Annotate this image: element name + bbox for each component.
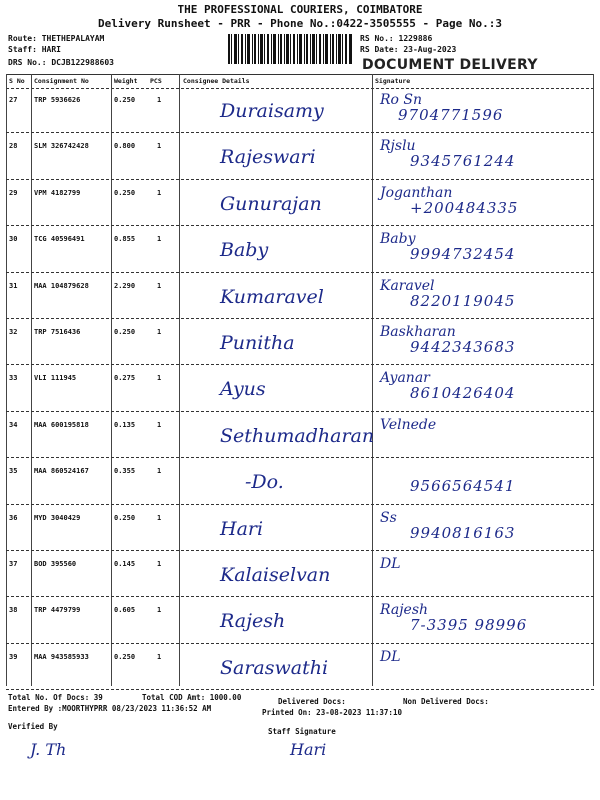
row-sno: 31	[9, 282, 18, 290]
col-header-consignee: Consignee Details	[183, 77, 250, 85]
row-consignment-no: TCG 40596491	[34, 235, 85, 243]
route-value: THETHEPALAYAM	[41, 34, 105, 43]
row-phone: 9442343683	[410, 338, 516, 356]
row-sno: 28	[9, 142, 18, 150]
barcode	[228, 34, 352, 64]
row-signature: Karavel	[380, 278, 435, 294]
row-weight: 0.135	[114, 421, 136, 429]
row-weight: 0.250	[114, 189, 136, 197]
row-phone: 9345761244	[410, 152, 516, 170]
row-consignee-name: Kalaiselvan	[220, 564, 331, 586]
row-weight: 0.800	[114, 142, 136, 150]
staff-value: HARI	[41, 45, 61, 54]
row-weight: 0.250	[114, 653, 136, 661]
row-consignment-no: MAA 600195818	[34, 421, 89, 429]
row-consignee-name: Rajeswari	[220, 146, 316, 168]
row-consignee-name: Rajesh	[220, 610, 286, 632]
row-pcs: 1	[157, 560, 162, 568]
non-delivered-docs: Non Delivered Docs:	[403, 697, 489, 706]
row-pcs: 1	[157, 235, 162, 243]
row-consignment-no: SLM 326742428	[34, 142, 89, 150]
staff-label: Staff:	[8, 45, 37, 54]
row-divider	[6, 643, 594, 644]
table-top-border	[6, 74, 594, 75]
row-consignee-name: Ayus	[220, 378, 266, 400]
row-signature: Ro Sn	[380, 92, 423, 108]
drs-value: DCJB122988603	[51, 58, 114, 67]
row-pcs: 1	[157, 282, 162, 290]
route-label: Route:	[8, 34, 37, 43]
row-signature: Rajesh	[380, 602, 429, 618]
row-weight: 0.145	[114, 560, 136, 568]
row-consignment-no: TRP 7516436	[34, 328, 81, 336]
row-consignment-no: BOD 395560	[34, 560, 77, 568]
row-consignment-no: MAA 943585933	[34, 653, 89, 661]
row-signature: Rjslu	[380, 138, 416, 154]
row-pcs: 1	[157, 374, 162, 382]
row-phone: 9566564541	[410, 477, 516, 495]
rs-date-field	[360, 45, 456, 54]
row-consignee-name: Saraswathi	[220, 657, 329, 679]
row-divider	[6, 689, 594, 690]
row-consignee-name: Hari	[220, 518, 264, 540]
row-divider	[6, 364, 594, 365]
row-phone: +200484335	[410, 199, 519, 217]
row-signature: Baskharan	[380, 324, 456, 340]
row-sno: 34	[9, 421, 18, 429]
row-consignment-no: TRP 4479799	[34, 606, 81, 614]
col-divider	[372, 74, 373, 686]
runsheet-title: Delivery Runsheet - PRR - Phone No.:0422-3505555 - Page No.:3	[98, 17, 502, 30]
row-divider	[6, 132, 594, 133]
drs-field	[8, 58, 114, 67]
row-consignee-name: -Do.	[245, 471, 284, 493]
row-pcs: 1	[157, 142, 162, 150]
row-signature: Velnede	[380, 417, 437, 433]
row-sno: 35	[9, 467, 18, 475]
row-phone: 9704771596	[398, 106, 504, 124]
row-signature: DL	[380, 649, 401, 665]
col-divider	[179, 74, 180, 686]
col-header-pcs: PCS	[150, 77, 162, 85]
row-signature: Joganthan	[380, 185, 453, 201]
row-divider	[6, 225, 594, 226]
row-phone: 9994732454	[410, 245, 516, 263]
row-phone: 9940816163	[410, 524, 516, 542]
row-consignee-name: Baby	[220, 239, 269, 261]
row-signature: Ayanar	[380, 370, 430, 386]
row-weight: 0.355	[114, 467, 136, 475]
row-sno: 32	[9, 328, 18, 336]
total-cod: Total COD Amt: 1000.00	[142, 693, 242, 702]
rs-date-label: RS Date:	[360, 45, 399, 54]
company-title: THE PROFESSIONAL COURIERS, COIMBATORE	[177, 3, 423, 16]
printed-on: Printed On: 23-08-2023 11:37:10	[262, 708, 402, 717]
header-divider	[6, 88, 594, 89]
table-left-border	[6, 74, 7, 686]
col-divider	[31, 74, 32, 686]
drs-label: DRS No.:	[8, 58, 47, 67]
row-signature: DL	[380, 556, 401, 572]
row-divider	[6, 596, 594, 597]
row-sno: 36	[9, 514, 18, 522]
row-consignee-name: Gunurajan	[220, 193, 322, 215]
row-consignment-no: TRP 5936626	[34, 96, 81, 104]
col-divider	[111, 74, 112, 686]
row-signature: Baby	[380, 231, 416, 247]
entered-by: Entered By :MOORTHYPRR 08/23/2023 11:36:52 AM	[8, 704, 212, 713]
col-header-signature: Signature	[375, 77, 411, 85]
row-consignee-name: Sethumadharan	[220, 425, 375, 447]
row-pcs: 1	[157, 653, 162, 661]
row-sno: 39	[9, 653, 18, 661]
row-sno: 37	[9, 560, 18, 568]
row-divider	[6, 550, 594, 551]
row-weight: 0.855	[114, 235, 136, 243]
row-pcs: 1	[157, 96, 162, 104]
rs-no-label: RS No.:	[360, 34, 394, 43]
row-phone: 7-3395 98996	[410, 616, 528, 634]
row-pcs: 1	[157, 606, 162, 614]
verifier-signature: J. Th	[30, 740, 67, 759]
total-docs: Total No. Of Docs: 39	[8, 693, 103, 702]
rs-no-value: 1229886	[398, 34, 433, 43]
row-weight: 0.605	[114, 606, 136, 614]
row-sno: 33	[9, 374, 18, 382]
col-header-consignment: Consignment No	[34, 77, 89, 85]
row-weight: 0.250	[114, 328, 136, 336]
row-pcs: 1	[157, 328, 162, 336]
row-weight: 0.250	[114, 96, 136, 104]
row-sno: 38	[9, 606, 18, 614]
row-divider	[6, 457, 594, 458]
staff-field	[8, 45, 61, 54]
row-sno: 29	[9, 189, 18, 197]
row-consignee-name: Duraisamy	[220, 100, 324, 122]
route-field	[8, 34, 104, 43]
row-consignment-no: MAA 860524167	[34, 467, 89, 475]
col-header-weight: Weight	[114, 77, 138, 85]
row-pcs: 1	[157, 421, 162, 429]
verified-by-label: Verified By	[8, 722, 58, 731]
row-consignment-no: VLI 111945	[34, 374, 77, 382]
delivered-docs: Delivered Docs:	[278, 697, 346, 706]
document-delivery-stamp: DOCUMENT DELIVERY	[362, 57, 538, 73]
col-header-sno: S No	[9, 77, 25, 85]
row-consignment-no: MAA 104879628	[34, 282, 89, 290]
staff-signature: Hari	[290, 740, 327, 759]
row-sno: 30	[9, 235, 18, 243]
row-divider	[6, 318, 594, 319]
row-pcs: 1	[157, 467, 162, 475]
row-signature: Ss	[380, 510, 397, 526]
row-weight: 0.275	[114, 374, 136, 382]
row-consignee-name: Kumaravel	[220, 286, 324, 308]
row-sno: 27	[9, 96, 18, 104]
row-weight: 0.250	[114, 514, 136, 522]
row-divider	[6, 504, 594, 505]
row-pcs: 1	[157, 189, 162, 197]
row-divider	[6, 411, 594, 412]
row-divider	[6, 272, 594, 273]
row-phone: 8220119045	[410, 292, 516, 310]
rs-date-value: 23-Aug-2023	[403, 45, 457, 54]
row-weight: 2.290	[114, 282, 136, 290]
row-consignment-no: VPM 4182799	[34, 189, 81, 197]
staff-signature-label: Staff Signature	[268, 727, 336, 736]
row-consignee-name: Punitha	[220, 332, 295, 354]
row-consignment-no: MYD 3040429	[34, 514, 81, 522]
row-pcs: 1	[157, 514, 162, 522]
row-phone: 8610426404	[410, 384, 516, 402]
rs-no-field	[360, 34, 432, 43]
row-divider	[6, 179, 594, 180]
table-right-border	[593, 74, 594, 686]
